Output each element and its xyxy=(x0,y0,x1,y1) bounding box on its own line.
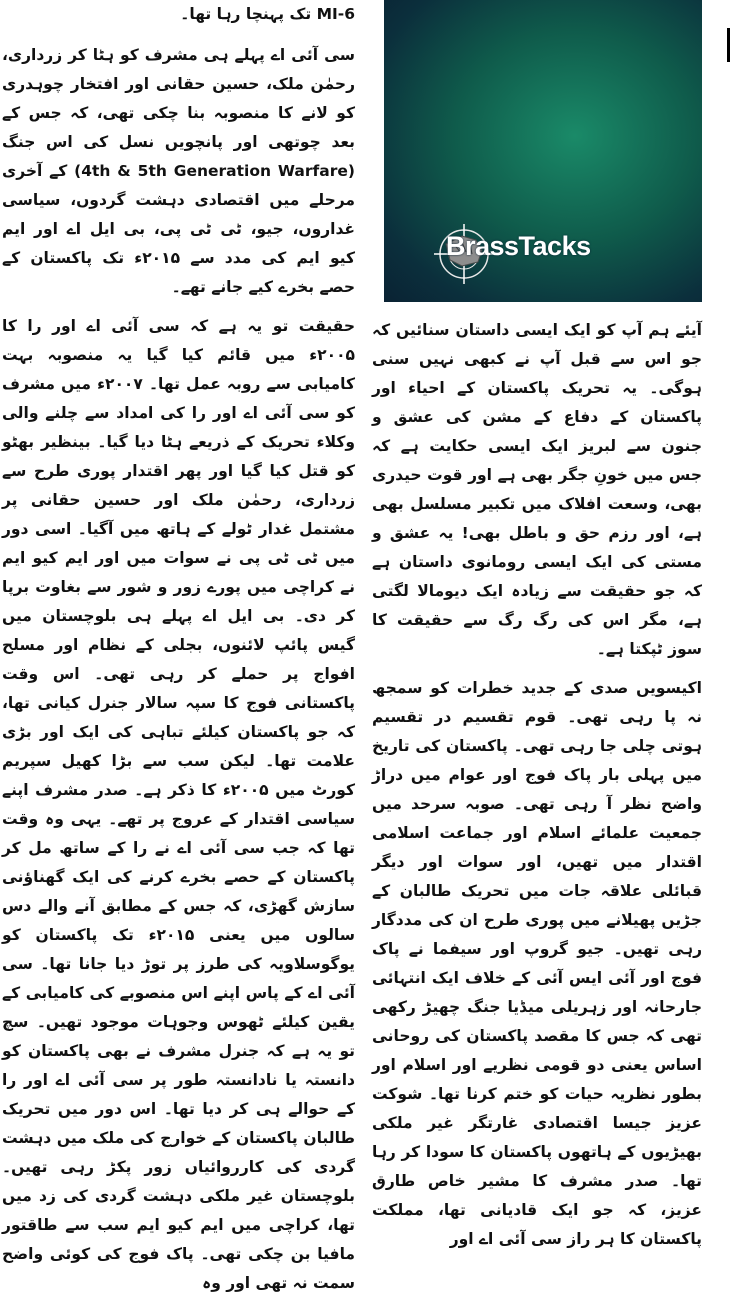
article-paragraph: سی آئی اے پہلے ہی مشرف کو ہٹا کر زرداری، رحمٰن ملک، حسین حقانی اور افتخار چوہدری کو لانے کا منصوبہ بنا چکی تھی، کہ جس کے بعد چوتھی اور پانچویں نسل کی اس جنگ (4th & 5th Generation Warfare) کے آخری مرحلے میں اقتصادی دہشت گردوں، سیاسی غداروں، جیو، ٹی ٹی پی، بی ایل اے اور ایم کیو ایم کی مدد سے ۲۰۱۵ء تک پاکستان کے حصے بخرے کیے جانے تھے۔ xyxy=(2,46,356,296)
continuation-line: MI-6 تک پہنچا رہا تھا۔ xyxy=(180,5,355,23)
page-edge-marker xyxy=(727,28,730,62)
brasstacks-logo-text: BrassTacks xyxy=(446,231,591,261)
brasstacks-banner-image xyxy=(384,0,702,302)
right-column xyxy=(372,0,702,1264)
left-column xyxy=(2,0,355,1308)
article-paragraph: حقیقت تو یہ ہے کہ سی آئی اے اور را کا ۲۰۰۵ء میں قائم کیا گیا یہ منصوبہ بہت کامیابی سے روبہ عمل تھا۔ ۲۰۰۷ء میں مشرف کو سی آئی اے اور را کی امداد سے چلنے والی وکلاء تحریک کے ذریعے ہٹا دیا گیا۔ بینظیر بھٹو کو قتل کیا گیا اور پھر اقتدار پوری طرح سے زرداری، رحمٰن ملک اور حسین حقانی پر مشتمل غدار ٹولے کے ہاتھ میں آگیا۔ اسی دور میں ٹی ٹی پی نے سوات میں اور ایم کیو ایم نے کراچی میں پورے زور و شور سے بغاوت برپا کر دی۔ بی ایل اے پہلے ہی بلوچستان میں گیس پائپ لائنوں، بجلی کے نظام اور مسلح افواج پر حملے کر رہی تھی۔ اس وقت پاکستانی فوج کا سپہ سالار جنرل کیانی تھا، کہ جو پاکستان کیلئے تباہی کی ایک اور بڑی علامت تھا۔ لیکن سب سے بڑا کھیل سپریم کورٹ میں ۲۰۰۵ء کا ذکر ہے۔ صدر مشرف اپنے سیاسی اقتدار کے عروج پر تھے۔ یہی وہ وقت تھا کہ جب سی آئی اے نے را کے ساتھ مل کر پاکستان کے حصے بخرے کرنے کی ایک گھناؤنی سازش گھڑی، کہ جس کے مطابق آنے والے دس سالوں میں یعنی ۲۰۱۵ء تک پاکستان کو یوگوسلاویہ کی طرز پر توڑ دیا جانا تھا۔ سی آئی اے کے پاس اپنے اس منصوبے کی کامیابی کے یقین کیلئے ٹھوس وجوہات موجود تھیں۔ سچ تو یہ ہے کہ جنرل مشرف نے بھی پاکستان کو دانستہ یا نادانستہ طور پر سی آئی اے اور را کے حوالے ہی کر دیا تھا۔ اس دور میں تحریک طالبان پاکستان کے خوارج کی ملک میں دہشت گردی کی کارروائیاں زور پکڑ رہی تھیں۔ بلوچستان غیر ملکی دہشت گردی کی زد میں تھا، کراچی میں ایم کیو ایم سب سے طاقتور مافیا بن چکی تھی۔ پاک فوج کی کوئی واضح سمت نہ تھی اور وہ xyxy=(2,317,355,1292)
article-paragraph: آیئے ہم آپ کو ایک ایسی داستان سنائیں کہ جو اس سے قبل آپ نے کبھی نہیں سنی ہوگی۔ یہ تحریک پاکستان کے احیاء اور پاکستان کے دفاع کے مشن کی عشق و جنون سے لبریز ایک ایسی حکایت ہے کہ جس میں خونِ جگر بھی ہے اور قوت حیدری بھی، وسعت افلاک میں تکبیر مسلسل بھی ہے، اور رزم حق و باطل بھی! یہ عشق و مستی کی ایک ایسی رومانوی داستان ہے کہ جو حقیقت سے زیادہ ایک دیومالا لگتی ہے، مگر اس کی رگ رگ سے حقیقت کا سوز ٹپکتا ہے۔ xyxy=(372,321,702,658)
article-paragraph: اکیسویں صدی کے جدید خطرات کو سمجھ نہ پا رہی تھی۔ قوم تقسیم در تقسیم ہوتی چلی جا رہی تھی۔ پاکستان کی تاریخ میں پہلی بار پاک فوج اور عوام میں دراڑ واضح نظر آ رہی تھی۔ صوبہ سرحد میں جمعیت علمائے اسلام اور جماعت اسلامی اقتدار میں تھیں، اور سوات اور دیگر قبائلی علاقہ جات میں تحریک طالبان کے جڑیں پھیلانے میں پوری طرح ان کی مددگار رہی تھیں۔ جیو گروپ اور سیفما نے پاک فوج اور آئی ایس آئی کے خلاف ایک انتہائی جارحانہ اور زہریلی میڈیا جنگ چھیڑ رکھی تھی کہ جس کا مقصد پاکستان کی روحانی اساس یعنی دو قومی نظریے اور اسلام اور بطور نظریہ حیات کو ختم کرنا تھا۔ شوکت عزیز جیسا اقتصادی غارتگر غیر ملکی بھیڑیوں کے ہاتھوں پاکستان کا سودا کر رہا تھا۔ صدر مشرف کا مشیر خاص طارق عزیز، کہ جو ایک قادیانی تھا، مملکت پاکستان کا ہر راز سی آئی اے اور xyxy=(372,679,702,1248)
